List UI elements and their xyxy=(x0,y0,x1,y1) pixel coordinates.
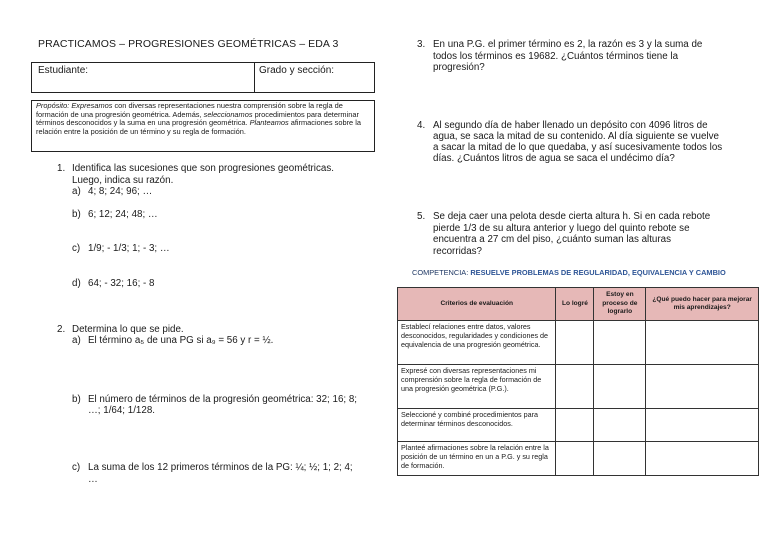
purpose-verb-3: Planteamos xyxy=(249,118,289,128)
table-row xyxy=(398,365,759,409)
competencia-value: RESUELVE PROBLEMAS DE REGULARIDAD, EQUIVALENCIA Y CAMBIO xyxy=(470,268,726,277)
criterion-1: Establecí relaciones entre datos, valores desconocidos, regularidades y condiciones de equivalencia de una progresión geométrica. xyxy=(398,321,556,365)
q3-line-2: todos los términos es 19682. ¿Cuántos términos tiene la xyxy=(433,51,679,62)
cell-improve-3[interactable] xyxy=(646,409,759,442)
table-row xyxy=(398,409,759,442)
q1-item-c-text: 1/9; - 1/3; 1; - 3; … xyxy=(88,243,170,254)
q5-line-3: encuentra a 27 cm del piso, ¿cuánto suman las alturas xyxy=(433,234,671,245)
purpose-verb-2: seleccionamos xyxy=(203,109,253,119)
cell-improve-1[interactable] xyxy=(646,321,759,365)
cell-in-progress-2[interactable] xyxy=(594,365,646,409)
rubric-table xyxy=(397,287,759,476)
q1-item-b-label: b) xyxy=(72,209,81,220)
cell-achieved-2[interactable] xyxy=(556,365,594,409)
q1-item-c-label: c) xyxy=(72,243,81,254)
purpose-text-1: con diversas representaciones nuestra comprensión sobre la regla de formación de una progresión geométrica. Además, xyxy=(36,101,343,119)
cell-achieved-4[interactable] xyxy=(556,442,594,476)
student-label: Estudiante: xyxy=(38,65,89,76)
purpose-text-3: afirmaciones sobre la relación entre la posición de un término y su regla de formación. xyxy=(36,118,361,137)
q3-line-3: progresión? xyxy=(433,62,485,73)
competencia-line xyxy=(412,268,726,277)
q3-line-1: En una P.G. el primer término es 2, la razón es 3 y la suma de xyxy=(433,39,703,50)
q2-c-label: c) xyxy=(72,462,81,473)
q4-line-3: a sacar la mitad de lo que quedaba, y así sucesivamente todos los xyxy=(433,142,723,153)
q1-item-a-text: 4; 8; 24; 96; … xyxy=(88,186,153,197)
purpose-box xyxy=(31,100,375,152)
cell-improve-2[interactable] xyxy=(646,365,759,409)
q2-a-label: a) xyxy=(72,335,81,346)
q3-number: 3. xyxy=(417,39,426,50)
q2-c-line-2: … xyxy=(88,474,98,485)
q5-line-1: Se deja caer una pelota desde cierta altura h. Si en cada rebote xyxy=(433,211,711,222)
q2-b-label: b) xyxy=(72,394,81,405)
q4-number: 4. xyxy=(417,120,426,131)
cell-in-progress-1[interactable] xyxy=(594,321,646,365)
competencia-label: COMPETENCIA: xyxy=(412,268,471,277)
header-in-progress: Estoy en proceso de lograrlo xyxy=(594,288,646,321)
criterion-2: Expresé con diversas representaciones mi comprensión sobre la regla de formación de una progresión geométrica (P.G.). xyxy=(398,365,556,409)
q2-number: 2. xyxy=(57,324,66,335)
criterion-4: Planteé afirmaciones sobre la relación entre la posición de un término en un a P.G. y su regla de formación. xyxy=(398,442,556,476)
cell-in-progress-3[interactable] xyxy=(594,409,646,442)
document-title: PRACTICAMOS – PROGRESIONES GEOMÉTRICAS – EDA 3 xyxy=(38,38,339,50)
q2-line-1: Determina lo que se pide. xyxy=(72,324,184,335)
table-row xyxy=(398,442,759,476)
q1-item-d-text: 64; - 32; 16; - 8 xyxy=(88,278,155,289)
q1-item-d-label: d) xyxy=(72,278,81,289)
header-improve: ¿Qué puedo hacer para mejorar mis aprendizajes? xyxy=(646,288,759,321)
q1-item-a-label: a) xyxy=(72,186,81,197)
q4-line-1: Al segundo día de haber llenado un depósito con 4096 litros de xyxy=(433,120,708,131)
q5-number: 5. xyxy=(417,211,426,222)
q1-line-2: Luego, indica su razón. xyxy=(72,175,174,186)
q2-b-line-1: El número de términos de la progresión geométrica: 32; 16; 8; xyxy=(88,394,358,405)
q1-number: 1. xyxy=(57,163,66,174)
header-criteria: Criterios de evaluación xyxy=(398,288,556,321)
q5-line-4: recorridas? xyxy=(433,246,483,257)
criterion-3: Seleccioné y combiné procedimientos para determinar términos desconocidos. xyxy=(398,409,556,442)
cell-in-progress-4[interactable] xyxy=(594,442,646,476)
rubric-header-row xyxy=(398,288,759,321)
table-row xyxy=(398,321,759,365)
header-achieved: Lo logré xyxy=(556,288,594,321)
q2-b-line-2: …; 1/64; 1/128. xyxy=(88,405,155,416)
purpose-text-2: procedimientos para determinar términos desconocidos y la suma en una progresión geométrica. xyxy=(36,109,359,128)
q2-c-line-1: La suma de los 12 primeros términos de la PG: ¼; ½; 1; 2; 4; xyxy=(88,462,353,473)
purpose-heading: Propósito: xyxy=(36,101,70,110)
q1-item-b-text: 6; 12; 24; 48; … xyxy=(88,209,158,220)
q1-line-1: Identifica las sucesiones que son progresiones geométricas. xyxy=(72,163,334,174)
student-cell xyxy=(32,63,255,92)
cell-achieved-1[interactable] xyxy=(556,321,594,365)
cell-improve-4[interactable] xyxy=(646,442,759,476)
purpose-verb-1: Expresamos xyxy=(71,101,113,110)
q4-line-2: agua, se saca la mitad de su contenido. Al día siguiente se vuelve xyxy=(433,131,719,142)
student-info-box xyxy=(31,62,375,93)
cell-achieved-3[interactable] xyxy=(556,409,594,442)
q5-line-2: pierde 1/3 de su altura anterior y luego del quinto rebote se xyxy=(433,223,690,234)
q2-a-text: El término a₅ de una PG si a₉ = 56 y r = ½. xyxy=(88,335,274,346)
grade-label: Grado y sección: xyxy=(259,65,335,76)
q4-line-4: días. ¿Cuántos litros de agua se saca el undécimo día? xyxy=(433,153,675,164)
